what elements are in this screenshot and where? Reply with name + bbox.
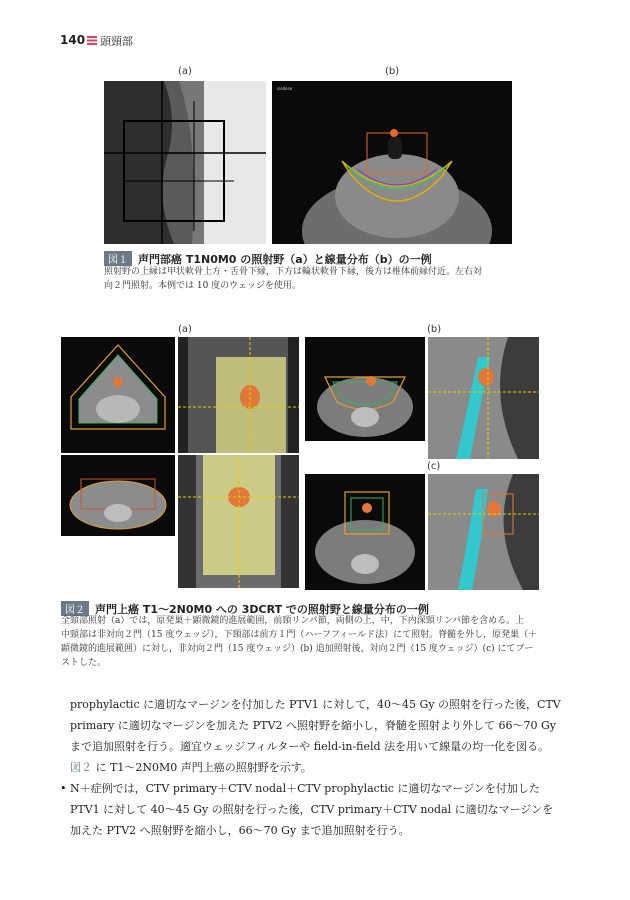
body-line: PTV1 に対して 40～45 Gy の照射を行った後，CTV primary＋CTV nodal に適切なマージンを	[70, 803, 554, 816]
fig2-panel-c-label: (c)	[427, 461, 441, 472]
fig1-panel-a-label: (a)	[178, 66, 192, 77]
fig2-a-axial-lower-image	[61, 455, 175, 536]
fig1-title: 声門部癌 T1N0M0 の照射野（a）と線量分布（b）の一例	[138, 253, 432, 266]
body-paragraph-2	[70, 778, 570, 841]
fig2-a-coronal-image	[178, 455, 299, 588]
fig2-desc-line: 顕微鏡的進展範囲）に対し，非対向２門（15 度ウェッジ）(b) 追加照射後，対向２門（15 度ウェッジ）(c) にてブー	[61, 644, 534, 654]
svg-text:isodose: isodose	[277, 86, 293, 91]
fig2-c-axial-image	[305, 474, 425, 590]
fig1-dose-distribution-image	[272, 81, 512, 244]
body-line: まで追加照射を行う。適宜ウェッジフィルターや field-in-field 法を用いて線量の均一化を図る。	[70, 740, 550, 753]
body-line-text: に T1～2N0M0 声門上癌の照射野を示す。	[92, 761, 312, 774]
fig2-c-sagittal-image	[428, 474, 539, 590]
fig2-a-axial-upper-image	[61, 337, 175, 453]
fig2-panel-b-label: (b)	[427, 324, 442, 335]
fig1-label: 図１	[104, 251, 132, 266]
body-line: prophylactic に適切なマージンを付加した PTV1 に対して，40～45 Gy の照射を行った後，CTV	[70, 698, 561, 711]
body-paragraph-1	[70, 694, 570, 778]
fig1-desc-line: 照射野の上縁は甲状軟骨上方・舌骨下縁，下方は輪状軟骨下縁，後方は椎体前縁付近。左右対	[104, 267, 483, 277]
body-line: 加えた PTV2 へ照射野を縮小し，66～70 Gy まで追加照射を行う。	[70, 824, 410, 837]
fig2-b-axial-image	[305, 337, 425, 441]
fig2-desc-line: 中頸部は非対向２門（15 度ウェッジ），下頸部は前方１門（ハーフフィールド法）にて照射。脊髄を外し，原発巣（＋	[61, 630, 538, 640]
fig2-a-sagittal-image	[178, 337, 299, 453]
section-title: 頭頸部	[100, 35, 133, 48]
fig2-panel-a-label: (a)	[178, 324, 192, 335]
section-marker-icon	[87, 36, 97, 45]
fig2-desc-line: ストした。	[61, 658, 107, 668]
bullet-icon: •	[60, 782, 67, 795]
body-line: N＋症例では，CTV primary＋CTV nodal＋CTV prophylactic に適切なマージンを付加した	[70, 782, 540, 795]
fig2-desc-line: 全頸部照射（a）では，原発巣＋顕微鏡的進展範囲，前頸リンパ節，両側の上，中，下内深頸リンパ節を含める。上	[61, 616, 525, 626]
fig2-label: 図２	[61, 601, 89, 616]
figure-reference: 図２	[70, 761, 92, 774]
body-line	[70, 757, 570, 778]
page-number: 140	[60, 33, 86, 47]
fig1-description	[104, 265, 524, 293]
fig1-simulation-image	[104, 81, 266, 244]
fig2-description	[61, 614, 571, 670]
fig1-panel-b-label: (b)	[385, 66, 400, 77]
fig2-b-sagittal-image	[428, 337, 539, 459]
body-line: primary に適切なマージンを加えた PTV2 へ照射野を縮小し，脊髄を照射より外して 66～70 Gy	[70, 719, 556, 732]
fig2-title: 声門上癌 T1～2N0M0 への 3DCRT での照射野と線量分布の一例	[95, 603, 429, 616]
fig1-desc-line: 向２門照射。本例では 10 度のウェッジを使用。	[104, 281, 301, 291]
